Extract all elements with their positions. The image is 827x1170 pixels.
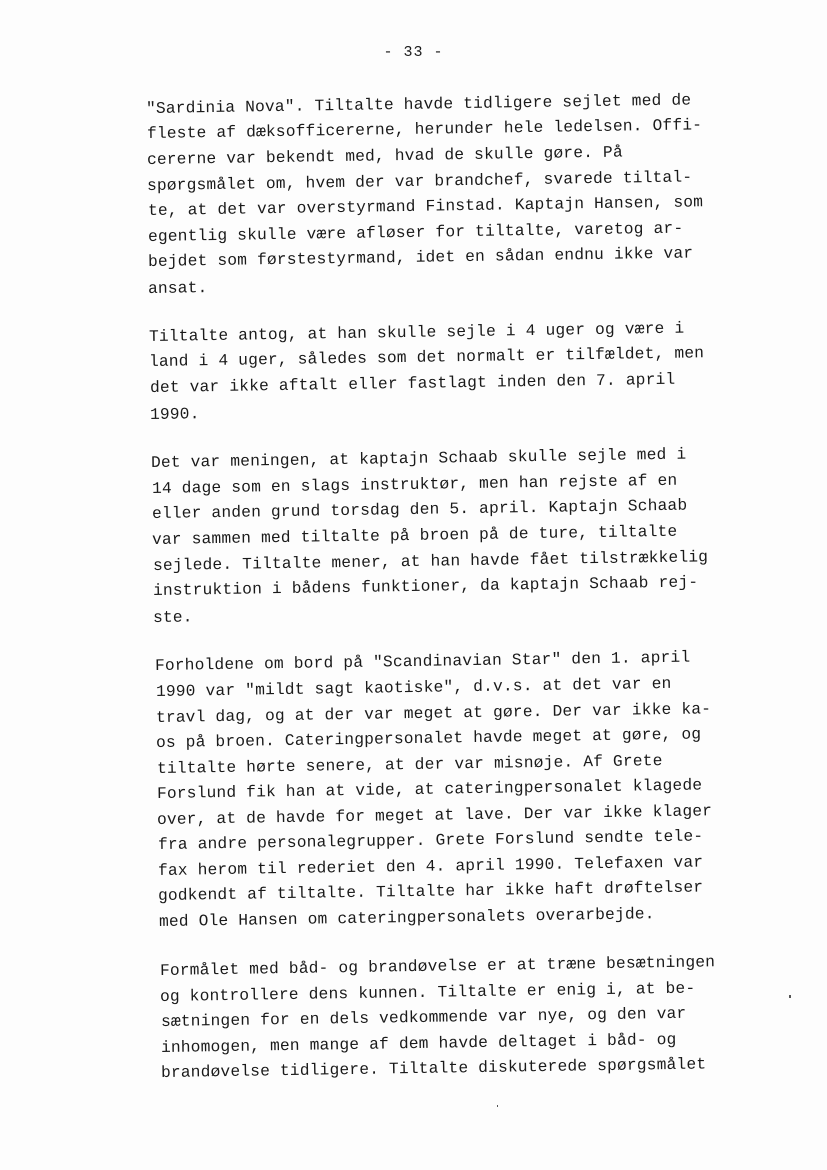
text-line: egentlig skulle være afløser for tiltalte, varetog ar- [147, 219, 684, 246]
text-line: Tiltalte antog, at han skulle sejle i 4 uger og være i [148, 319, 685, 346]
scan-speck [789, 995, 791, 998]
text-line: Formålet med båd- og brandøvelse er at træne besætningen [159, 953, 716, 980]
text-line: fra andre personalegrupper. Grete Forslund sendte tele- [157, 827, 704, 854]
text-line: 1990 var "mildt sagt kaotiske", d.v.s. at det var en [155, 674, 672, 701]
text-line: eller anden grund torsdag den 5. april. Kaptajn Schaab [151, 496, 688, 523]
text-line: det var ikke aftalt eller fastlagt inden den 7. april [149, 370, 676, 397]
text-line: te, at det var overstyrmand Finstad. Kaptajn Hansen, som [147, 193, 704, 220]
text-line: inhomogen, men mange af dem havde deltaget i båd- og [160, 1030, 677, 1057]
text-line: spørgsmålet om, hvem der var brandchef, svarede tiltal- [146, 168, 693, 195]
text-line: sætningen for en dels vedkommende var nye, og den var [160, 1004, 687, 1031]
text-line: bejdet som førstestyrmand, idet en sådan endnu ikke var [147, 244, 694, 271]
text-line: cererne var bekendt med, hvad de skulle gøre. På [146, 143, 623, 169]
scan-speck [497, 1105, 498, 1107]
text-line: brandøvelse tidligere. Tiltalte diskuterede spørgsmålet [160, 1055, 707, 1082]
text-line: tiltalte hørte senere, at der var misnøje. Af Grete [156, 752, 663, 778]
text-line: Forholdene om bord på "Scandinavian Star" den 1. april [154, 648, 691, 675]
text-line: 14 dage som en slags instruktør, men han rejste af en [151, 471, 678, 498]
text-line: med Ole Hansen om cateringpersonalets overarbejde. [158, 905, 655, 931]
text-line: ansat. [147, 279, 208, 298]
text-line: instruktion i bådens funktioner, da kaptajn Schaab rej- [152, 573, 699, 600]
text-line: 1990. [149, 405, 200, 424]
text-line: fax herom til rederiet den 4. april 1990. Telefaxen var [157, 853, 704, 880]
text-line: over, at de havde for meget at lave. Der var ikke klager [156, 802, 713, 829]
text-line: Forslund fik han at vide, at cateringpersonalet klagede [156, 776, 703, 803]
text-line: Det var meningen, at kaptajn Schaab skulle sejle med i [150, 445, 687, 472]
text-line: ste. [152, 608, 193, 627]
text-line: var sammen med tiltalte på broen på de ture, tiltalte [151, 522, 678, 549]
text-line: godkendt af tiltalte. Tiltalte har ikke haft drøftelser [157, 878, 704, 905]
page-number: - 33 - [383, 44, 444, 61]
text-line: "Sardinia Nova". Tiltalte havde tidligere sejlet med de [145, 91, 692, 118]
text-line: travl dag, og at der var meget at gøre. Der var ikke ka- [155, 700, 712, 727]
text-line: os på broen. Cateringpersonalet havde meget at gøre, og [155, 725, 702, 752]
text-line: fleste af dæksofficererne, herunder hele ledelsen. Offi- [146, 116, 703, 143]
text-line: land i 4 uger, således som det normalt er tilfældet, men [148, 344, 705, 371]
text-line: sejlede. Tiltalte mener, at han havde fået tilstrækkelig [152, 548, 709, 575]
text-line: og kontrollere dens kunnen. Tiltalte er enig i, at be- [159, 979, 696, 1006]
